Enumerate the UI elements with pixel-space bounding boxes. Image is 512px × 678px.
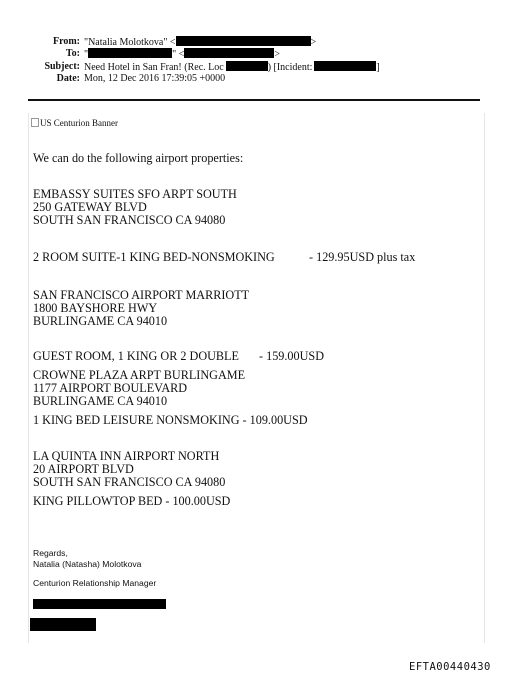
to-open-quote: " <box>84 49 89 60</box>
to-mid: " < <box>172 49 185 60</box>
hotel-name: CROWNE PLAZA ARPT BURLINGAME <box>33 368 246 382</box>
from-close: > <box>310 37 317 48</box>
hotel-city: BURLINGAME CA 94010 <box>33 394 168 408</box>
hotel-room: 2 ROOM SUITE-1 KING BED-NONSMOKING <box>33 250 275 264</box>
hotel-rate: - 129.95USD plus tax <box>309 250 416 264</box>
banner-alt-text: US Centurion Banner <box>40 118 118 128</box>
hotel-name: LA QUINTA INN AIRPORT NORTH <box>33 449 220 463</box>
banner-image <box>31 118 118 129</box>
header-divider <box>28 99 480 101</box>
redaction-box <box>226 61 268 71</box>
signature-regards: Regards, <box>33 548 68 558</box>
from-label: From: <box>52 36 80 47</box>
hotel-city: SOUTH SAN FRANCISCO CA 94080 <box>33 475 226 489</box>
hotel-address: 20 AIRPORT BLVD <box>33 462 134 476</box>
document-id: EFTA00440430 <box>409 661 491 673</box>
hotel-address: 1177 AIRPORT BOULEVARD <box>33 381 188 395</box>
subject-mid: ) [Incident: <box>267 62 313 73</box>
redaction-box <box>314 61 376 71</box>
redaction-box <box>33 599 166 609</box>
redaction-box <box>88 48 172 58</box>
subject-label: Subject: <box>44 61 80 72</box>
to-label: To: <box>65 48 80 59</box>
date-value: Mon, 12 Dec 2016 17:39:05 +0000 <box>84 73 226 84</box>
redaction-box <box>184 48 274 58</box>
subject-close: ] <box>376 62 380 73</box>
hotel-name: SAN FRANCISCO AIRPORT MARRIOTT <box>33 288 250 302</box>
redaction-box <box>176 36 311 46</box>
date-label: Date: <box>56 73 80 84</box>
hotel-address: 250 GATEWAY BLVD <box>33 200 147 214</box>
hotel-rate: - 159.00USD <box>259 349 325 363</box>
hotel-city: BURLINGAME CA 94010 <box>33 314 168 328</box>
subject-text: Need Hotel in San Fran! (Rec. Loc <box>84 62 224 73</box>
intro-text: We can do the following airport properties: <box>33 151 244 165</box>
to-value <box>84 48 280 61</box>
signature-name: Natalia (Natasha) Molotkova <box>33 559 142 569</box>
from-sender-name: "Natalia Molotkova" < <box>84 37 176 48</box>
hotel-address: 1800 BAYSHORE HWY <box>33 301 158 315</box>
hotel-room: KING PILLOWTOP BED - 100.00USD <box>33 494 231 508</box>
hotel-room: 1 KING BED LEISURE NONSMOKING - 109.00USD <box>33 413 308 427</box>
broken-image-icon <box>31 118 39 127</box>
hotel-name: EMBASSY SUITES SFO ARPT SOUTH <box>33 187 237 201</box>
hotel-city: SOUTH SAN FRANCISCO CA 94080 <box>33 213 226 227</box>
to-close: > <box>274 49 280 60</box>
hotel-room: GUEST ROOM, 1 KING OR 2 DOUBLE <box>33 349 239 363</box>
redaction-box <box>30 618 96 631</box>
signature-title: Centurion Relationship Manager <box>33 578 157 588</box>
